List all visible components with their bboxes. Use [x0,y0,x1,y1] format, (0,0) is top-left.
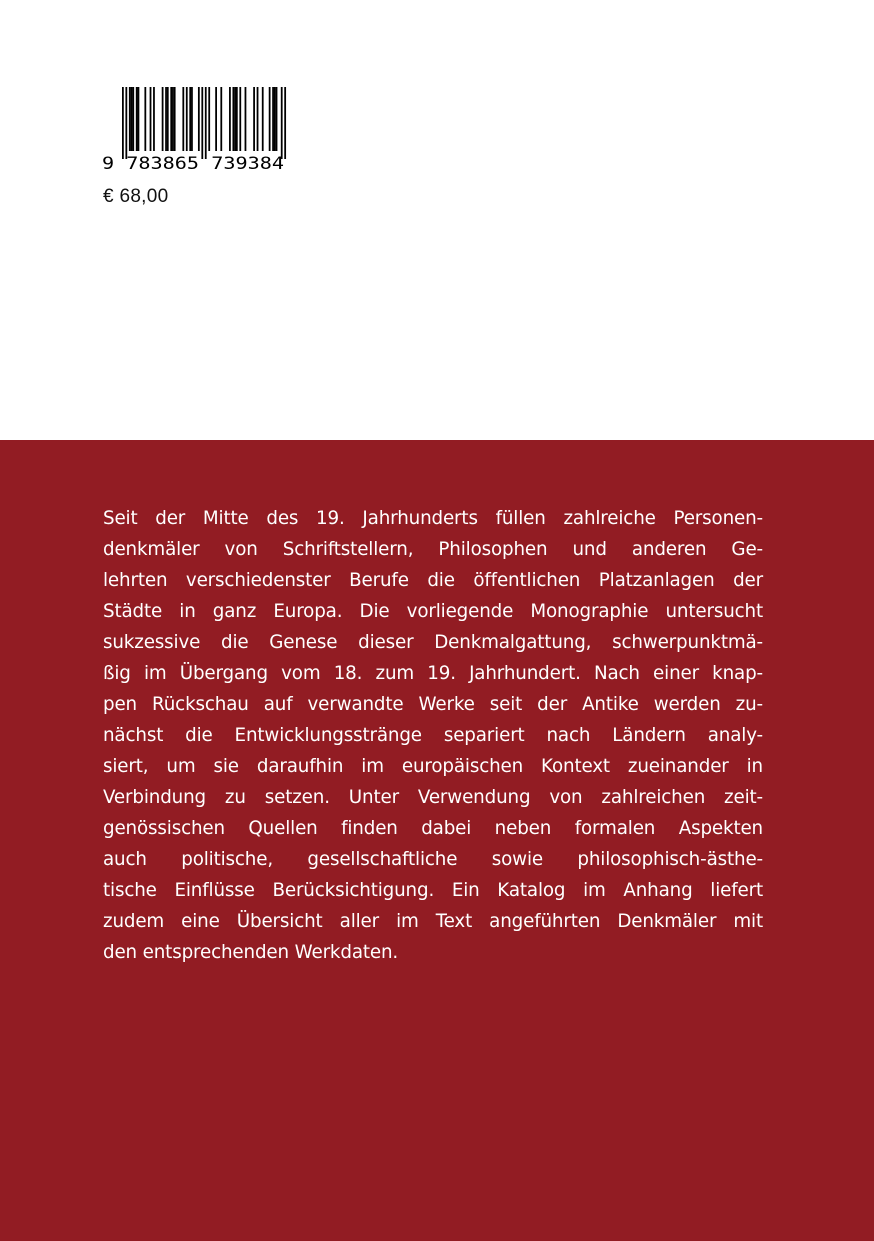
barcode-bar [262,87,264,151]
barcode-bar [232,87,234,151]
description-line: lehrten verschiedenster Berufe die öffentlichen Platzanlagen der [103,570,763,591]
barcode-bar [191,87,193,151]
description-line: den entsprechenden Werkdaten. [103,942,399,963]
description-line: auch politische, gesellschaftliche sowie philosophisch-ästhe- [103,849,763,870]
barcode-bar [129,87,131,151]
barcode-bar [276,87,278,151]
description-line: Verbindung zu setzen. Unter Verwendung von zahlreichen zeit- [103,787,763,808]
barcode-bar [153,87,155,151]
barcode-bar [239,87,241,151]
barcode-bar [172,87,174,151]
description-line: Städte in ganz Europa. Die vorliegende Monographie untersucht [103,601,763,622]
barcode-bar [236,87,238,151]
barcode-bar [281,87,283,159]
cover-red-panel [0,440,874,1241]
barcode-bar [122,87,124,159]
isbn-barcode [100,87,290,173]
barcode-icon [100,87,290,173]
barcode-bar [253,87,255,151]
barcode-bar [167,87,169,151]
description-line: pen Rückschau auf verwandte Werke seit der Antike werden zu- [103,694,763,715]
description-line: Seit der Mitte des 19. Jahrhunderts füllen zahlreiche Personen- [103,508,763,529]
barcode-bar [272,87,274,151]
cover-top-area [0,0,874,440]
barcode-bar [174,87,176,151]
barcode-bar [205,87,207,159]
description-line: siert, um sie daraufhin im europäischen Kontext zueinander in [103,756,763,777]
price-label: € 68,00 [103,186,169,207]
book-description [103,503,763,968]
barcode-bar [189,87,191,151]
barcode-bar [215,87,217,151]
barcode-bar [229,87,231,151]
barcode-bar [274,87,276,151]
barcode-bar [170,87,172,151]
barcode-bar [131,87,133,151]
barcode-bar [284,87,286,159]
barcode-bar [198,87,200,151]
description-line: tische Einflüsse Berücksichtigung. Ein Katalog im Anhang liefert [103,880,763,901]
description-line: zudem eine Übersicht aller im Text angeführten Denkmäler mit [103,911,763,932]
barcode-bar [245,87,247,151]
description-line: nächst die Entwicklungsstränge separiert nach Ländern analy- [103,725,763,746]
barcode-bar [182,87,184,151]
description-line: ßig im Übergang vom 18. zum 19. Jahrhundert. Nach einer knap- [103,663,763,684]
barcode-bar [165,87,167,151]
barcode-bar [125,87,127,159]
barcode-digits: 9 783865 739384 [102,154,285,173]
barcode-bar [138,87,140,151]
barcode-bar [257,87,259,151]
barcode-bar [186,87,188,151]
description-line: denkmäler von Schriftstellern, Philosophen und anderen Ge- [103,539,763,560]
barcode-bar [269,87,271,151]
barcode-bar [144,87,146,151]
description-line: genössischen Quellen finden dabei neben formalen Aspekten [103,818,763,839]
barcode-bar [136,87,138,151]
description-line: sukzessive die Genese dieser Denkmalgattung, schwerpunktmä- [103,632,763,653]
barcode-bar [162,87,164,151]
barcode-bar [220,87,222,151]
barcode-bar [132,87,134,151]
barcode-bar [150,87,152,151]
barcode-bar [208,87,210,151]
barcode-bar [201,87,203,159]
barcode-bar [234,87,236,151]
